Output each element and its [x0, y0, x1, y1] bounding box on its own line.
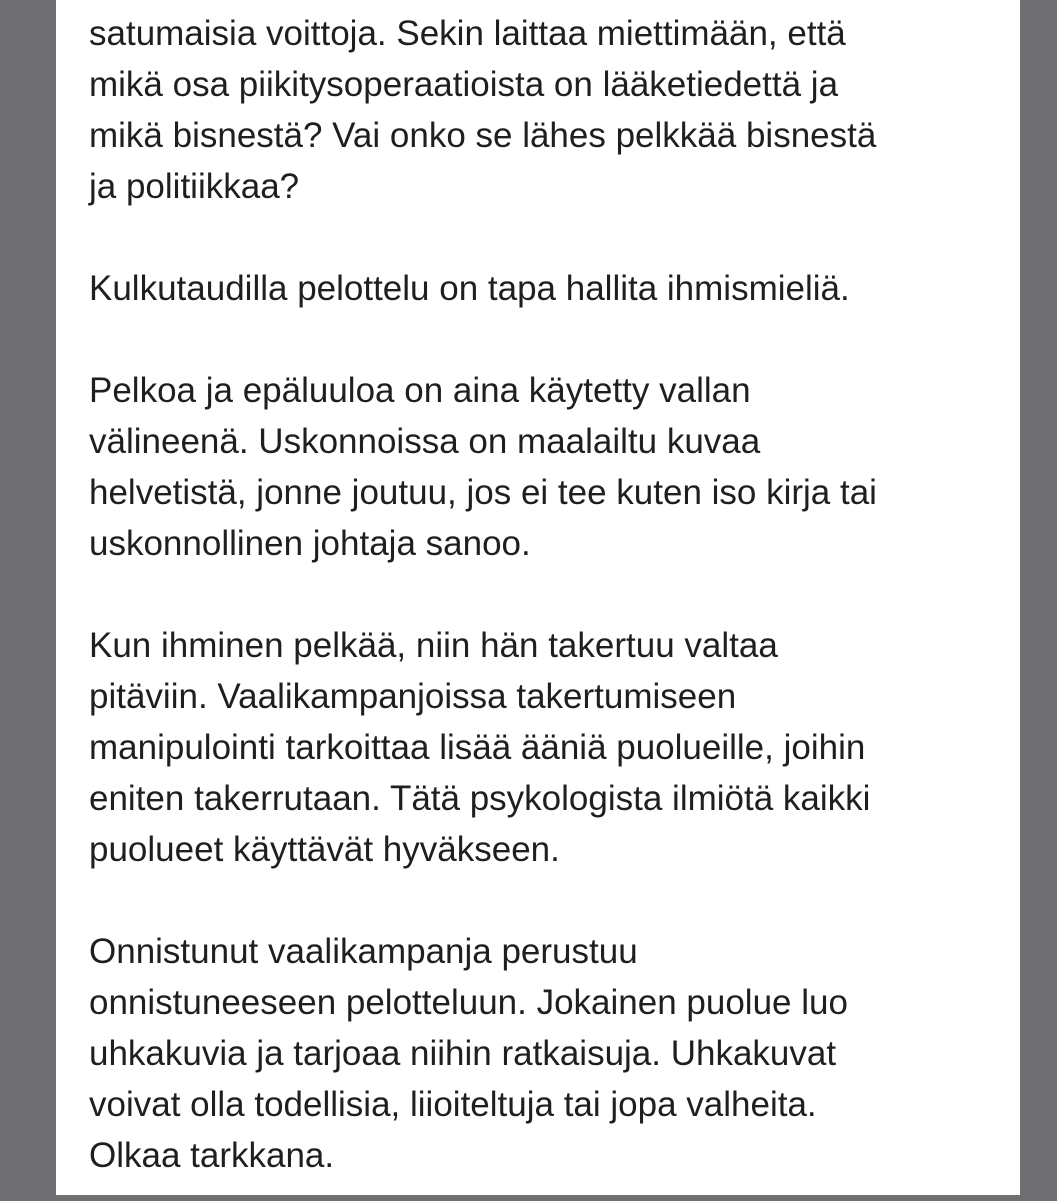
text-line: Onnistunut vaalikampanja perustuu	[89, 932, 638, 971]
paragraph-5	[89, 926, 1020, 1181]
text-line: puolueet käyttävät hyväkseen.	[89, 830, 560, 869]
text-line: manipulointi tarkoittaa lisää ääniä puolueille, joihin	[89, 728, 866, 767]
text-line: ja politiikkaa?	[89, 167, 300, 206]
text-line: uhkakuvia ja tarjoaa niihin ratkaisuja. Uhkakuvat	[89, 1034, 837, 1073]
text-line: pitäviin. Vaalikampanjoissa takertumiseen	[89, 677, 737, 716]
text-line: uskonnollinen johtaja sanoo.	[89, 524, 531, 563]
text-line: Kulkutaudilla pelottelu on tapa hallita ihmismieliä.	[89, 269, 850, 308]
text-line: eniten takerrutaan. Tätä psykologista ilmiötä kaikki	[89, 779, 871, 818]
text-line: välineenä. Uskonnoissa on maalailtu kuvaa	[89, 422, 761, 461]
paragraph-3	[89, 365, 1020, 569]
text-page	[56, 0, 1020, 1195]
text-line: Pelkoa ja epäluuloa on aina käytetty vallan	[89, 371, 751, 410]
text-line: helvetistä, jonne joutuu, jos ei tee kuten iso kirja tai	[89, 473, 877, 512]
paragraph-4	[89, 620, 1020, 875]
text-line: mikä bisnestä? Vai onko se lähes pelkkää bisnestä	[89, 116, 877, 155]
text-line: voivat olla todellisia, liioiteltuja tai jopa valheita.	[89, 1085, 817, 1124]
paragraph-2	[89, 263, 1020, 314]
text-line: onnistuneeseen pelotteluun. Jokainen puolue luo	[89, 983, 848, 1022]
text-line: Olkaa tarkkana.	[89, 1136, 335, 1175]
text-line: satumaisia voittoja. Sekin laittaa miettimään, että	[89, 14, 846, 53]
paragraph-1	[89, 8, 1020, 212]
text-line: mikä osa piikitysoperaatioista on lääketiedettä ja	[89, 65, 839, 104]
text-line: Kun ihminen pelkää, niin hän takertuu valtaa	[89, 626, 778, 665]
